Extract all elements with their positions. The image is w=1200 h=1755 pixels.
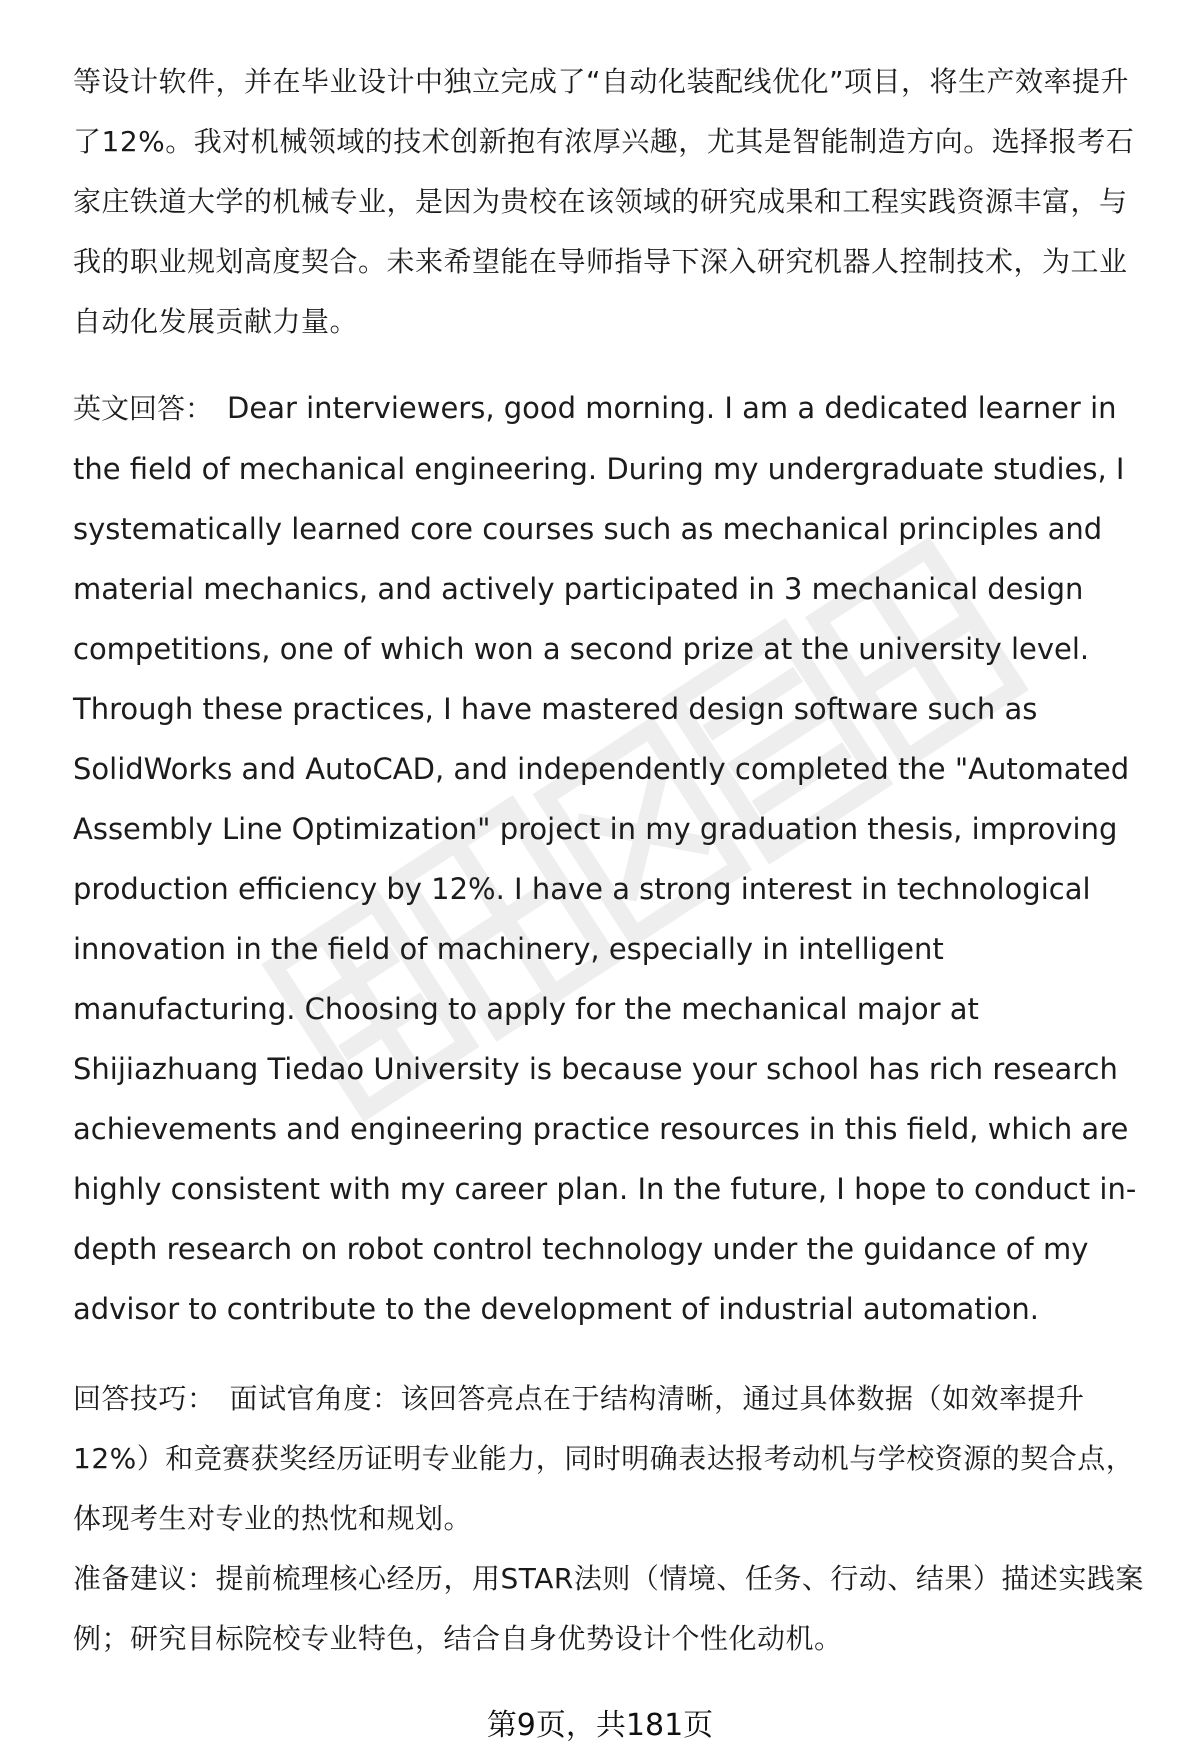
intro-paragraph-block	[73, 52, 1150, 352]
english-answer-text: Dear interviewers, good morning. I am a dedicated learner in the field of mechanical engineering. During my undergraduate studies, I systematically learned core courses such as mechanical principles and material mechanics, and actively participated in 3 mechanical design competitions, one of which won a second prize at the university level. Through these practices, I have mastered design software such as SolidWorks and AutoCAD, and independently completed the "Automated Assembly Line Optimization" project in my graduation thesis, improving production efficiency by 12%. I have a strong interest in technological innovation in the field of machinery, especially in intelligent manufacturing. Choosing to apply for the mechanical major at Shijiazhuang Tiedao University is because your school has rich research achievements and engineering practice resources in this field, which are highly consistent with my career plan. In the future, I hope to conduct in-depth research on robot control technology under the guidance of my advisor to contribute to the development of industrial automation.	[73, 391, 1137, 1326]
english-answer-paragraph	[73, 378, 1150, 1339]
page-footer	[0, 1700, 1200, 1744]
prep-advice-block	[73, 1549, 1150, 1669]
page-number-label: 第9页，共181页	[486, 1708, 714, 1743]
answer-tips-text: 面试官角度：该回答亮点在于结构清晰，通过具体数据（如效率提升12%）和竞赛获奖经历证明专业能力，同时明确表达报考动机与学校资源的契合点，体现考生对专业的热忱和规划。	[73, 1382, 1135, 1535]
prep-advice-text: 提前梳理核心经历，用STAR法则（情境、任务、行动、结果）描述实践案例；研究目标院校专业特色，结合自身优势设计个性化动机。	[73, 1562, 1144, 1655]
prep-advice-label: 准备建议：	[73, 1562, 216, 1595]
english-answer-label: 英文回答：	[73, 392, 214, 425]
intro-paragraph: 等设计软件，并在毕业设计中独立完成了“自动化装配线优化”项目，将生产效率提升了12%。我对机械领域的技术创新抱有浓厚兴趣，尤其是智能制造方向。选择报考石家庄铁道大学的机械专业，是因为贵校在该领域的研究成果和工程实践资源丰富，与我的职业规划高度契合。未来希望能在导师指导下深入研究机器人控制技术，为工业自动化发展贡献力量。	[73, 65, 1135, 338]
answer-tips-paragraph	[73, 1369, 1150, 1549]
english-answer-block	[73, 378, 1150, 1339]
answer-tips-block	[73, 1369, 1150, 1549]
answer-tips-label: 回答技巧：	[73, 1382, 216, 1415]
prep-advice-paragraph	[73, 1549, 1150, 1669]
